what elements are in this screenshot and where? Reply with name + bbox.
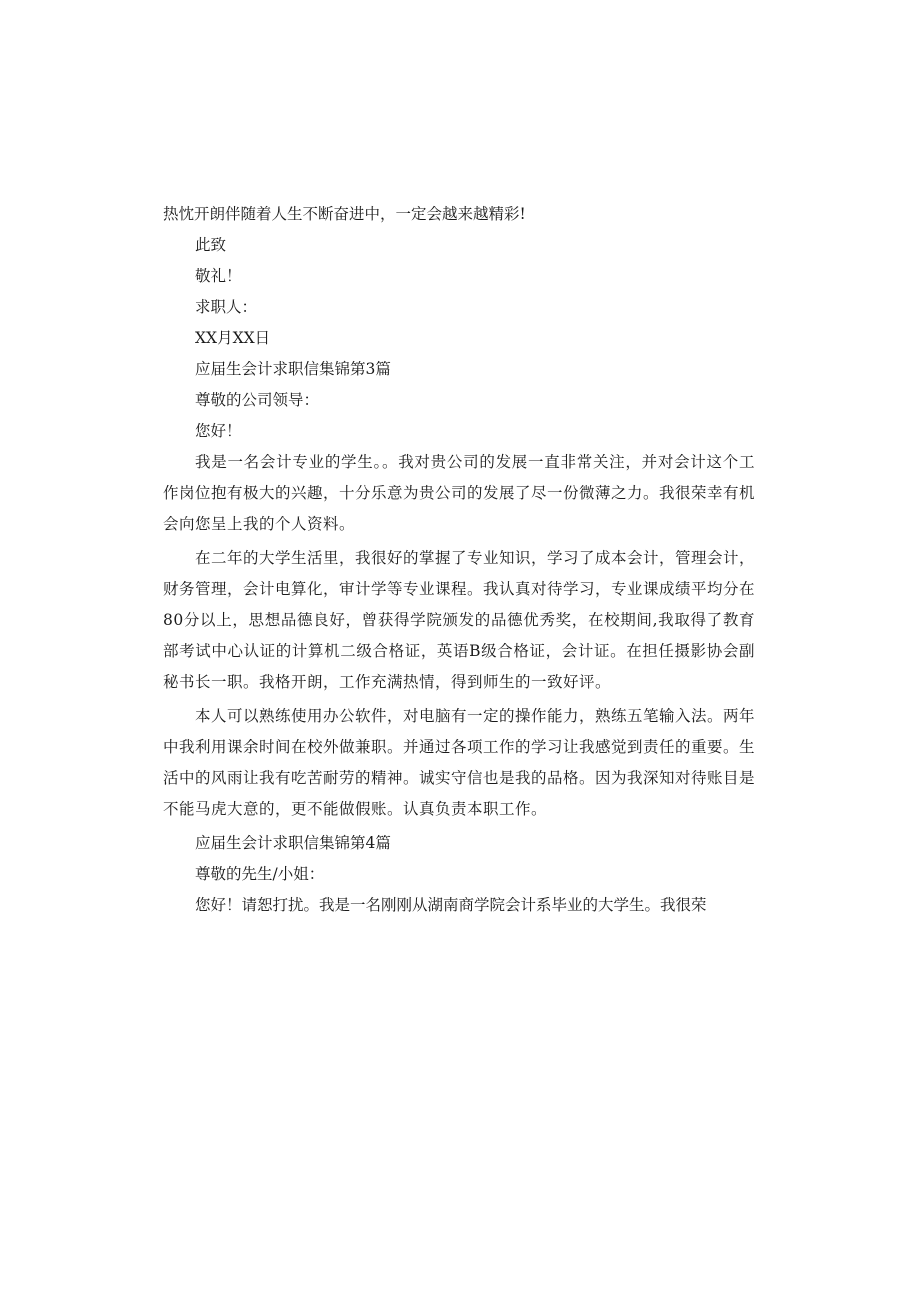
paragraph-education: 在二年的大学生活里，我很好的掌握了专业知识，学习了成本会计，管理会计，财务管理，会计电算化，审计学等专业课程。我认真对待学习，专业课成绩平均分在80分以上，思想品德良好，曾获得学院颁发的品德优秀奖，在校期间,我取得了教育部考试中心认证的计算机二级合格证，英语B级合格证，会计证。在担任摄影协会副秘书长一职。我格开朗，工作充满热情，得到师生的一致好评。 <box>163 549 756 691</box>
greeting-recipient: 尊敬的公司领导： <box>195 391 320 409</box>
section-title-4: 应届生会计求职信集锦第4篇 <box>195 834 391 852</box>
greeting-hello-2: 您好！请恕打扰。我是一名刚刚从湖南商学院会计系毕业的大学生。我很荣 <box>195 896 707 914</box>
paragraph-intro: 我是一名会计专业的学生。。我对贵公司的发展一直非常关注，并对会计这个工作岗位抱有极大的兴趣，十分乐意为贵公司的发展了尽一份微薄之力。我很荣幸有机会向您呈上我的个人资料。 <box>163 453 756 533</box>
greeting-recipient-2: 尊敬的先生/小姐： <box>195 865 325 883</box>
text-line: 热忱开朗伴随着人生不断奋进中，一定会越来越精彩! <box>163 205 526 223</box>
closing-salutation: 此致 <box>195 236 227 254</box>
applicant-label: 求职人： <box>195 298 258 316</box>
section-title-3: 应届生会计求职信集锦第3篇 <box>195 360 391 378</box>
date-line: XX月XX日 <box>195 329 271 347</box>
closing-regards: 敬礼！ <box>195 267 242 285</box>
greeting-hello: 您好！ <box>195 422 242 440</box>
paragraph-skills: 本人可以熟练使用办公软件，对电脑有一定的操作能力，熟练五笔输入法。两年中我利用课余时间在校外做兼职。并通过各项工作的学习让我感觉到责任的重要。生活中的风雨让我有吃苦耐劳的精神。诚实守信也是我的品格。因为我深知对待账目是不能马虎大意的，更不能做假账。认真负责本职工作。 <box>163 707 756 818</box>
document-page <box>163 199 755 921</box>
